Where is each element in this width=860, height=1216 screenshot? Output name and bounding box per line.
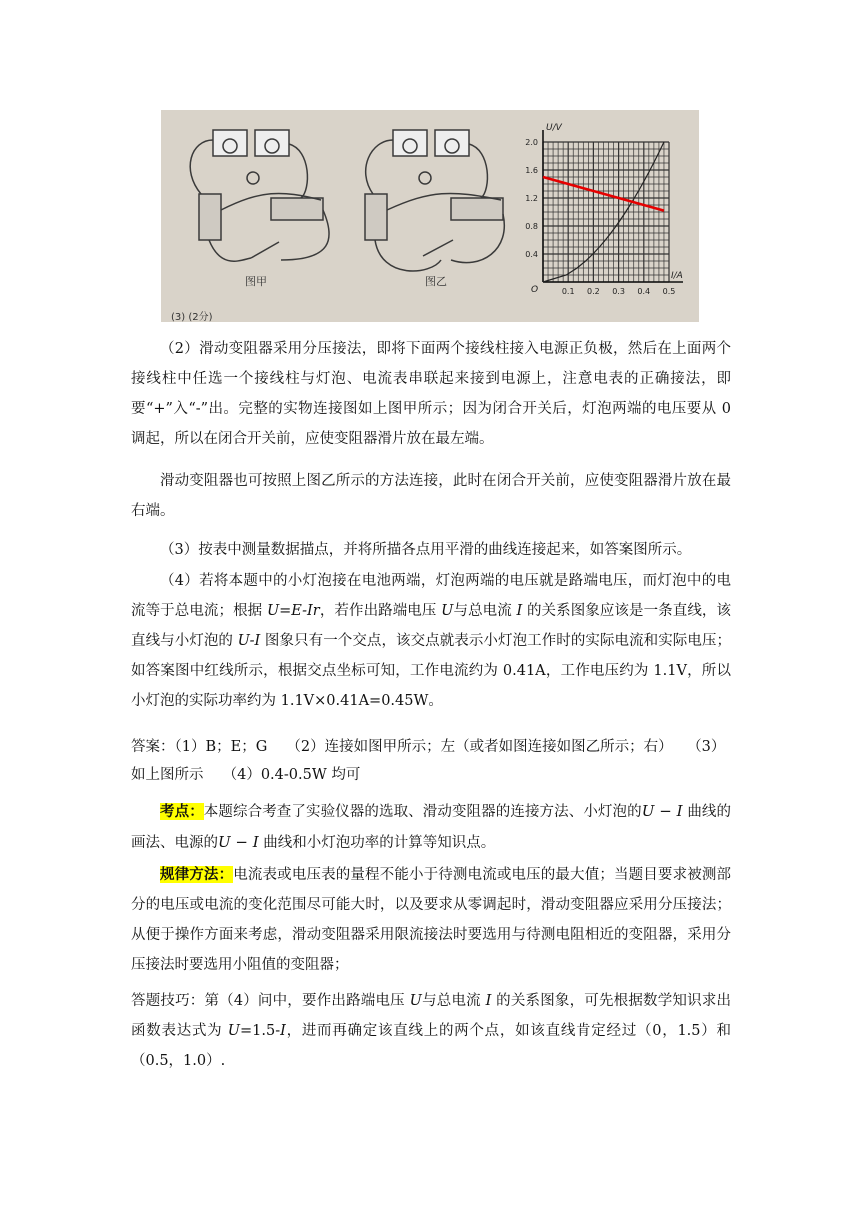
p4-text-d: 的关系图象应该是一条直线，该直线与小灯泡的 — [131, 603, 732, 649]
label-jia: 图甲 — [245, 275, 267, 288]
guilv-text: 电流表或电压表的量程不能小于待测电流或电压的最大值；当题目要求被测部分的电压或电流的变化范围尽可能大时，以及要求从零调起时，滑动变阻器应采用分压接法；从便于操作方面来考虑，滑动变阻器采用限流接法时要选用与待测电阻相近的变阻器，采用分压接法时要选用小阻值的变阻器； — [131, 867, 732, 973]
p4-text-a: （4）若将本题中的小灯泡接在电池两端，灯泡两端的电压就是路端电压，而灯泡中的电流等于总电流；根据 — [131, 573, 731, 619]
p4-text-b: ，若作出路端电压 — [319, 603, 442, 619]
paragraph-2: （2）滑动变阻器采用分压接法，即将下面两个接线柱接入电源正负极，然后在上面两个接线柱中任选一个接线柱与灯泡、电流表串联起来接到电源上，注意电表的正确接法，即要“+”入“-”出。完整的实物连接图如上图甲所示；因为闭合开关后，灯泡两端的电压要从 0 调起，所以在闭合开关前，应使变阻器滑片放在最左端。 — [131, 341, 731, 447]
kaodian-text-b: 曲线的画法、电源的 — [131, 804, 732, 851]
jiqiao-formula-u: U — [227, 1023, 240, 1039]
x-tick-label: 0.2 — [587, 287, 600, 296]
label-yi: 图乙 — [425, 275, 447, 288]
answer-line-1: 答案：（1）B；E；G （2）连接如图甲所示；左（或者如图连接如图乙所示；右） （3） — [131, 739, 726, 755]
y-tick-label: 0.8 — [525, 222, 538, 231]
x-tick-label: 0.1 — [561, 287, 575, 296]
guilv-paragraph — [131, 860, 731, 980]
jiqiao-var-i: I — [485, 993, 492, 1009]
jiqiao-formula-i: I — [280, 1023, 286, 1039]
partial-label: (3) (2分) — [171, 312, 213, 322]
x-axis-label: I/A — [671, 271, 683, 281]
kaodian-label: 考点： — [160, 803, 204, 820]
y-tick-label: 1.6 — [525, 166, 538, 175]
p4-var-ui: U-I — [237, 633, 261, 649]
jiqiao-text-d: =1.5- — [240, 1023, 281, 1039]
p4-formula: U=E-Ir — [266, 603, 320, 619]
p4-var-u: U — [441, 603, 454, 619]
p4-var-i: I — [516, 603, 523, 619]
paragraph-yi: 滑动变阻器也可按照上图乙所示的方法连接，此时在闭合开关前，应使变阻器滑片放在最右端。 — [131, 473, 731, 519]
jiqiao-var-u: U — [409, 993, 422, 1009]
kaodian-text-c: 曲线和小灯泡功率的计算等知识点。 — [258, 835, 496, 851]
jiqiao-text-b: 与总电流 — [421, 993, 486, 1009]
y-tick-label: 2.0 — [525, 138, 538, 147]
jiqiao-text-a: 答题技巧：第（4）问中，要作出路端电压 — [131, 993, 410, 1009]
jiqiao-text-e: ，进而再确定该直线上的两个点，如该直线肯定经过（0，1.5）和（0.5，1.0）. — [131, 1023, 731, 1069]
guilv-label: 规律方法： — [160, 866, 234, 883]
p4-text-e: 图象只有一个交点，该交点就表示小灯泡工作时的实际电流和实际电压；如答案图中红线所示，根据交点坐标可知，工作电流约为 0.41A，工作电压约为 1.1V，所以小灯泡的实际功率约为 1.1V×0.41A=0.45W。 — [131, 633, 732, 709]
figure-photo — [161, 110, 699, 322]
paragraph-3: （3）按表中测量数据描点，并将所描各点用平滑的曲线连接起来，如答案图所示。 — [160, 542, 692, 558]
kaodian-paragraph — [131, 796, 731, 858]
x-tick-label: 0.3 — [612, 287, 625, 296]
answer-line-2: 如上图所示 （4）0.4-0.5W 均可 — [131, 767, 361, 783]
figure-svg — [161, 110, 699, 322]
y-tick-label: 1.2 — [525, 194, 538, 203]
kaodian-ui-1: U − I — [641, 802, 683, 820]
y-axis-label: U/V — [546, 123, 562, 133]
p4-text-c: 与总电流 — [453, 603, 517, 619]
y-tick-label: 0.4 — [525, 250, 538, 259]
kaodian-ui-2: U − I — [218, 833, 259, 851]
paragraph-4 — [131, 566, 731, 716]
jiqiao-text-c: 的关系图象，可先根据数学知识求出函数表达式为 — [131, 993, 732, 1039]
kaodian-text-a: 本题综合考查了实验仪器的选取、滑动变阻器的连接方法、小灯泡的 — [203, 804, 642, 820]
x-tick-label: 0.4 — [637, 287, 651, 296]
jiqiao-paragraph — [131, 986, 731, 1076]
origin-label: O — [531, 285, 539, 295]
x-tick-label: 0.5 — [662, 287, 676, 296]
